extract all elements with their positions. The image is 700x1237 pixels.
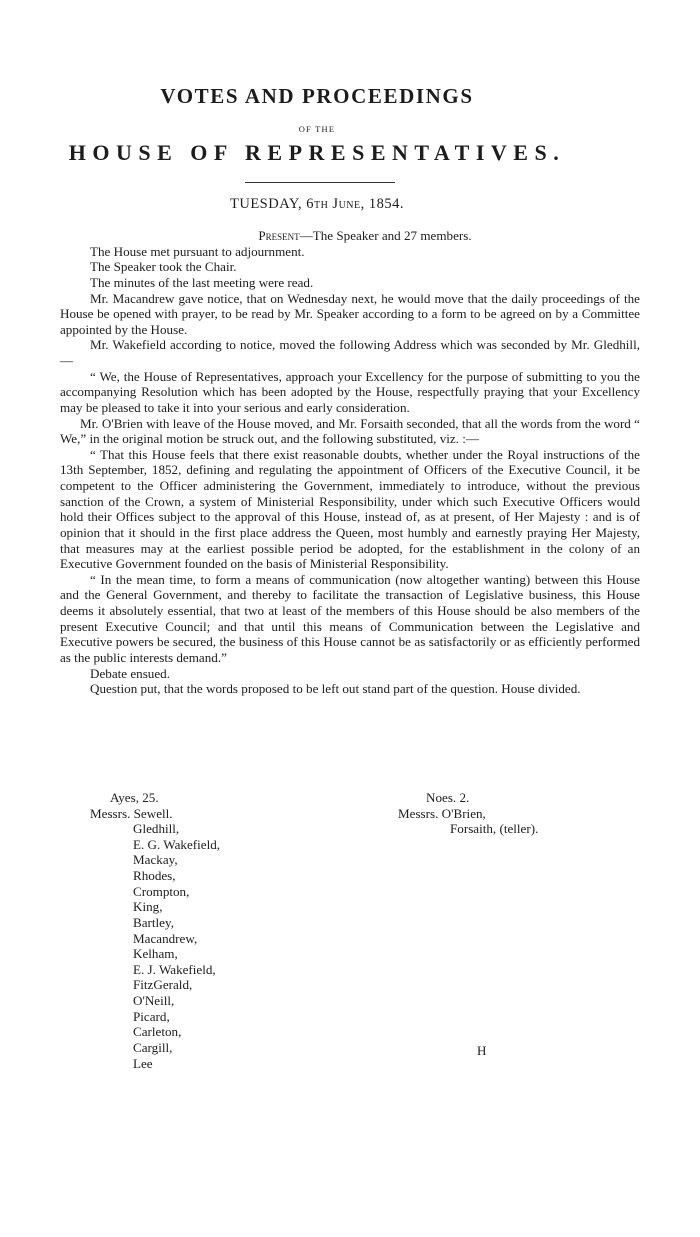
list-item: Messrs. Sewell. xyxy=(90,805,173,821)
list-item: Mackay, xyxy=(133,852,178,868)
list-item: O'Neill, xyxy=(133,993,175,1009)
heading-votes-and-proceedings: VOTES AND PROCEEDINGS xyxy=(160,84,474,108)
list-item: Carleton, xyxy=(133,1024,182,1040)
noes-list xyxy=(398,806,538,837)
list-item: FitzGerald, xyxy=(133,977,193,993)
paragraph: Question put, that the words proposed to be left out stand part of the question. House divided. xyxy=(90,681,581,697)
paragraph: “ In the mean time, to form a means of communication (now altogether wanting) between this House and the General Government, and thereby to facilitate the transaction of Legislative business, this House deems it absolutely essential, that two at least of the members of this House should be also members of the present Executive Council; and that until this means of Communication between the Legislative and Executive powers be secured, the business of this House cannot be as satisfactorily or as efficiently performed as the public interests demand.” xyxy=(60,571,640,665)
ayes-list xyxy=(90,806,220,1072)
heading-divider xyxy=(245,182,395,183)
paragraph: Mr. O'Brien with leave of the House moved, and Mr. Forsaith seconded, that all the words from the word “ We,” in the original motion be struck out, and the following substituted, viz. :— xyxy=(60,415,640,447)
paragraph: “ We, the House of Representatives, approach your Excellency for the purpose of submitting to you the accompanying Resolution which has been adopted by the House, respectfully praying that your Excellency may be pleased to take it into your serious and early consideration. xyxy=(60,368,640,415)
list-item: E. J. Wakefield, xyxy=(133,961,216,977)
signature-mark: H xyxy=(477,1043,487,1058)
paragraph: The minutes of the last meeting were read. xyxy=(90,274,314,290)
list-item: King, xyxy=(133,899,163,915)
paragraph: Mr. Wakefield according to notice, moved the following Address which was seconded by Mr. Gledhill,— xyxy=(60,337,640,368)
paragraph: The Speaker took the Chair. xyxy=(90,259,237,275)
list-item: Lee xyxy=(133,1055,153,1071)
noes-heading: Noes. 2. xyxy=(426,790,470,805)
list-item: Kelham, xyxy=(133,946,178,962)
list-item: Picard, xyxy=(133,1008,170,1024)
list-item: Rhodes, xyxy=(133,868,176,884)
paragraph: Mr. Macandrew gave notice, that on Wednesday next, he would move that the daily proceedings of the House be opened with prayer, to be read by Mr. Speaker according to a form to be agreed on by a Committee appointed by the House. xyxy=(60,290,640,337)
session-date: TUESDAY, 6th June, 1854. xyxy=(230,196,404,212)
paragraph: “ That this House feels that there exist reasonable doubts, whether under the Royal instructions of the 13th September, 1852, defining and regulating the appointment of Officers of the Executive Council, it be competent to the Officer administering the Government, immediately to introduce, without the previous sanction of the Crown, a system of Ministerial Responsibility, under which such Executive Officers would hold their Offices subject to the approval of this House, instead of, as at present, of Her Majesty : and is of opinion that it should in the first place address the Queen, most humbly and earnestly praying Her Majesty, that measures may at the earliest possible period be adopted, for the establishment in the colony of an Executive Government founded on the basis of Ministerial Responsibility. xyxy=(60,446,640,572)
heading-of-the: OF THE xyxy=(298,124,336,134)
present-label: Present xyxy=(258,228,300,243)
present-line: Present—The Speaker and 27 members. xyxy=(258,228,472,243)
list-item: Macandrew, xyxy=(133,930,198,946)
paragraph: The House met pursuant to adjournment. xyxy=(90,243,305,259)
list-item: E. G. Wakefield, xyxy=(133,836,221,852)
list-item: Gledhill, xyxy=(133,821,180,837)
proceedings-body xyxy=(60,228,640,697)
session-date-day: 6th June xyxy=(306,196,361,212)
list-item: Bartley, xyxy=(133,914,174,930)
list-item: Messrs. O'Brien, xyxy=(398,805,486,821)
paragraph: Debate ensued. xyxy=(90,665,170,681)
heading-house-of-representatives: HOUSE OF REPRESENTATIVES. xyxy=(68,140,566,165)
ayes-heading: Ayes, 25. xyxy=(110,790,159,805)
list-item: Cargill, xyxy=(133,1039,173,1055)
list-item: Forsaith, (teller). xyxy=(450,821,539,837)
list-item: Crompton, xyxy=(133,883,190,899)
